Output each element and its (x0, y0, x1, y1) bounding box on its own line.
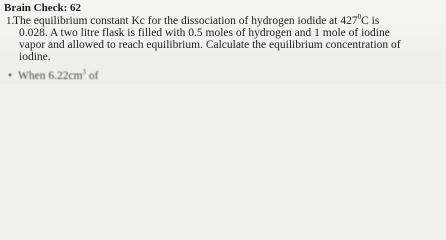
question-line-3: vapor and allowed to reach equilibrium. Calculate the equilibrium concentration of (19, 39, 401, 51)
celsius-unit: C is (361, 15, 380, 27)
question-number: 1. (6, 15, 15, 27)
question-line-4: iodine. (19, 51, 51, 63)
degree-superscript: 0 (357, 13, 362, 22)
cubic-superscript: 3 (82, 68, 87, 77)
question-line-1 (13, 15, 379, 27)
next-question-line (8, 70, 99, 82)
next-question-tail: of (88, 70, 99, 82)
question-line-1-text: The equilibrium constant Kc for the dissociation of hydrogen iodide at 427 (13, 15, 358, 27)
section-heading: Brain Check: 62 (4, 2, 81, 14)
bullet-marker: • (8, 70, 13, 82)
question-line-2: 0.028. A two litre flask is filled with 0.5 moles of hydrogen and 1 mole of iodine (19, 27, 390, 39)
next-question-text: When 6.22cm (18, 70, 83, 82)
document-page (0, 0, 446, 84)
